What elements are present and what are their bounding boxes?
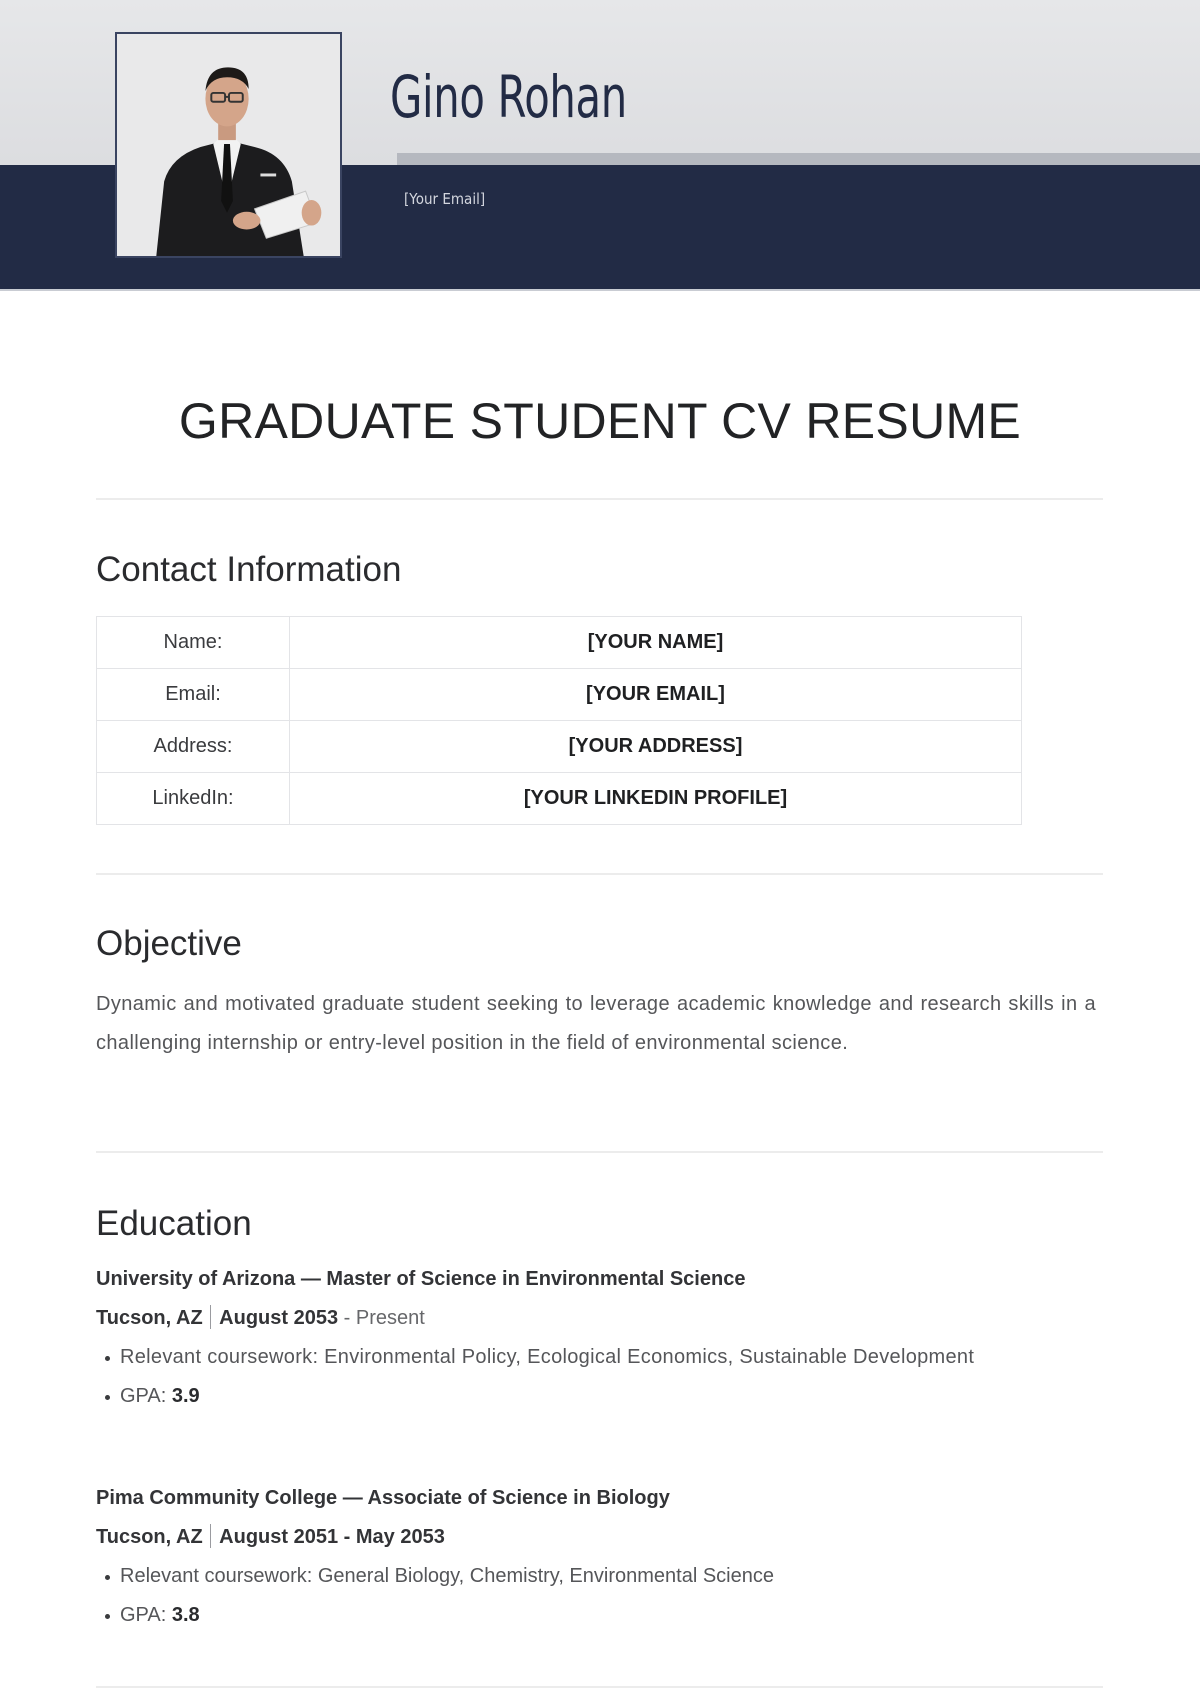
contact-label: Address:	[97, 721, 290, 773]
education-title: Pima Community College — Associate of Science in Biology	[96, 1487, 670, 1509]
education-start-date: August 2053	[219, 1307, 339, 1329]
gpa-value: 3.8	[171, 1604, 200, 1626]
header-email: [Your Email]	[404, 190, 486, 208]
contact-table	[96, 616, 1022, 825]
profile-photo	[115, 32, 342, 258]
gpa-label: GPA:	[120, 1385, 167, 1407]
contact-label: LinkedIn:	[97, 773, 290, 825]
separator	[210, 1524, 212, 1548]
contact-heading: Contact Information	[96, 550, 402, 589]
contact-label: Email:	[97, 669, 290, 721]
table-row	[97, 617, 1022, 669]
gpa-bullet	[96, 1596, 1096, 1635]
candidate-name: Gino Rohan	[390, 63, 627, 131]
objective-heading: Objective	[96, 924, 242, 963]
person-portrait-icon	[117, 34, 340, 256]
education-heading: Education	[96, 1204, 252, 1243]
contact-value: [YOUR ADDRESS]	[290, 721, 1022, 773]
education-entry	[96, 1479, 1096, 1635]
education-meta	[96, 1518, 1096, 1557]
divider	[96, 498, 1103, 500]
gpa-label: GPA:	[120, 1604, 167, 1626]
gpa-bullet	[96, 1377, 1096, 1416]
header-accent-bar	[397, 153, 1200, 165]
coursework-bullet: Relevant coursework: General Biology, Chemistry, Environmental Science	[96, 1557, 1096, 1596]
separator	[210, 1305, 212, 1329]
contact-label: Name:	[97, 617, 290, 669]
education-entry	[96, 1260, 1096, 1416]
coursework-bullet: Relevant coursework: Environmental Policy, Ecological Economics, Sustainable Development	[96, 1338, 1071, 1377]
education-location: Tucson, AZ	[96, 1526, 203, 1548]
table-row	[97, 669, 1022, 721]
header-bottom-border	[0, 289, 1200, 291]
divider	[96, 873, 1103, 875]
gpa-value: 3.9	[171, 1385, 200, 1407]
education-end-date: - Present	[343, 1307, 425, 1329]
document-title: GRADUATE STUDENT CV RESUME	[178, 393, 1022, 449]
objective-text: Dynamic and motivated graduate student seeking to leverage academic knowledge and research skills in a challenging internship or entry-level position in the field of environmental science.	[96, 993, 1096, 1054]
table-row	[97, 773, 1022, 825]
divider	[96, 1686, 1103, 1688]
education-title: University of Arizona — Master of Science in Environmental Science	[96, 1268, 746, 1290]
divider	[96, 1151, 1103, 1153]
resume-header	[0, 0, 1200, 290]
contact-value: [YOUR NAME]	[290, 617, 1022, 669]
education-location: Tucson, AZ	[96, 1307, 203, 1329]
table-row	[97, 721, 1022, 773]
contact-value: [YOUR EMAIL]	[290, 669, 1022, 721]
education-meta	[96, 1299, 1096, 1338]
contact-value: [YOUR LINKEDIN PROFILE]	[290, 773, 1022, 825]
education-dates: August 2051 - May 2053	[219, 1526, 445, 1548]
